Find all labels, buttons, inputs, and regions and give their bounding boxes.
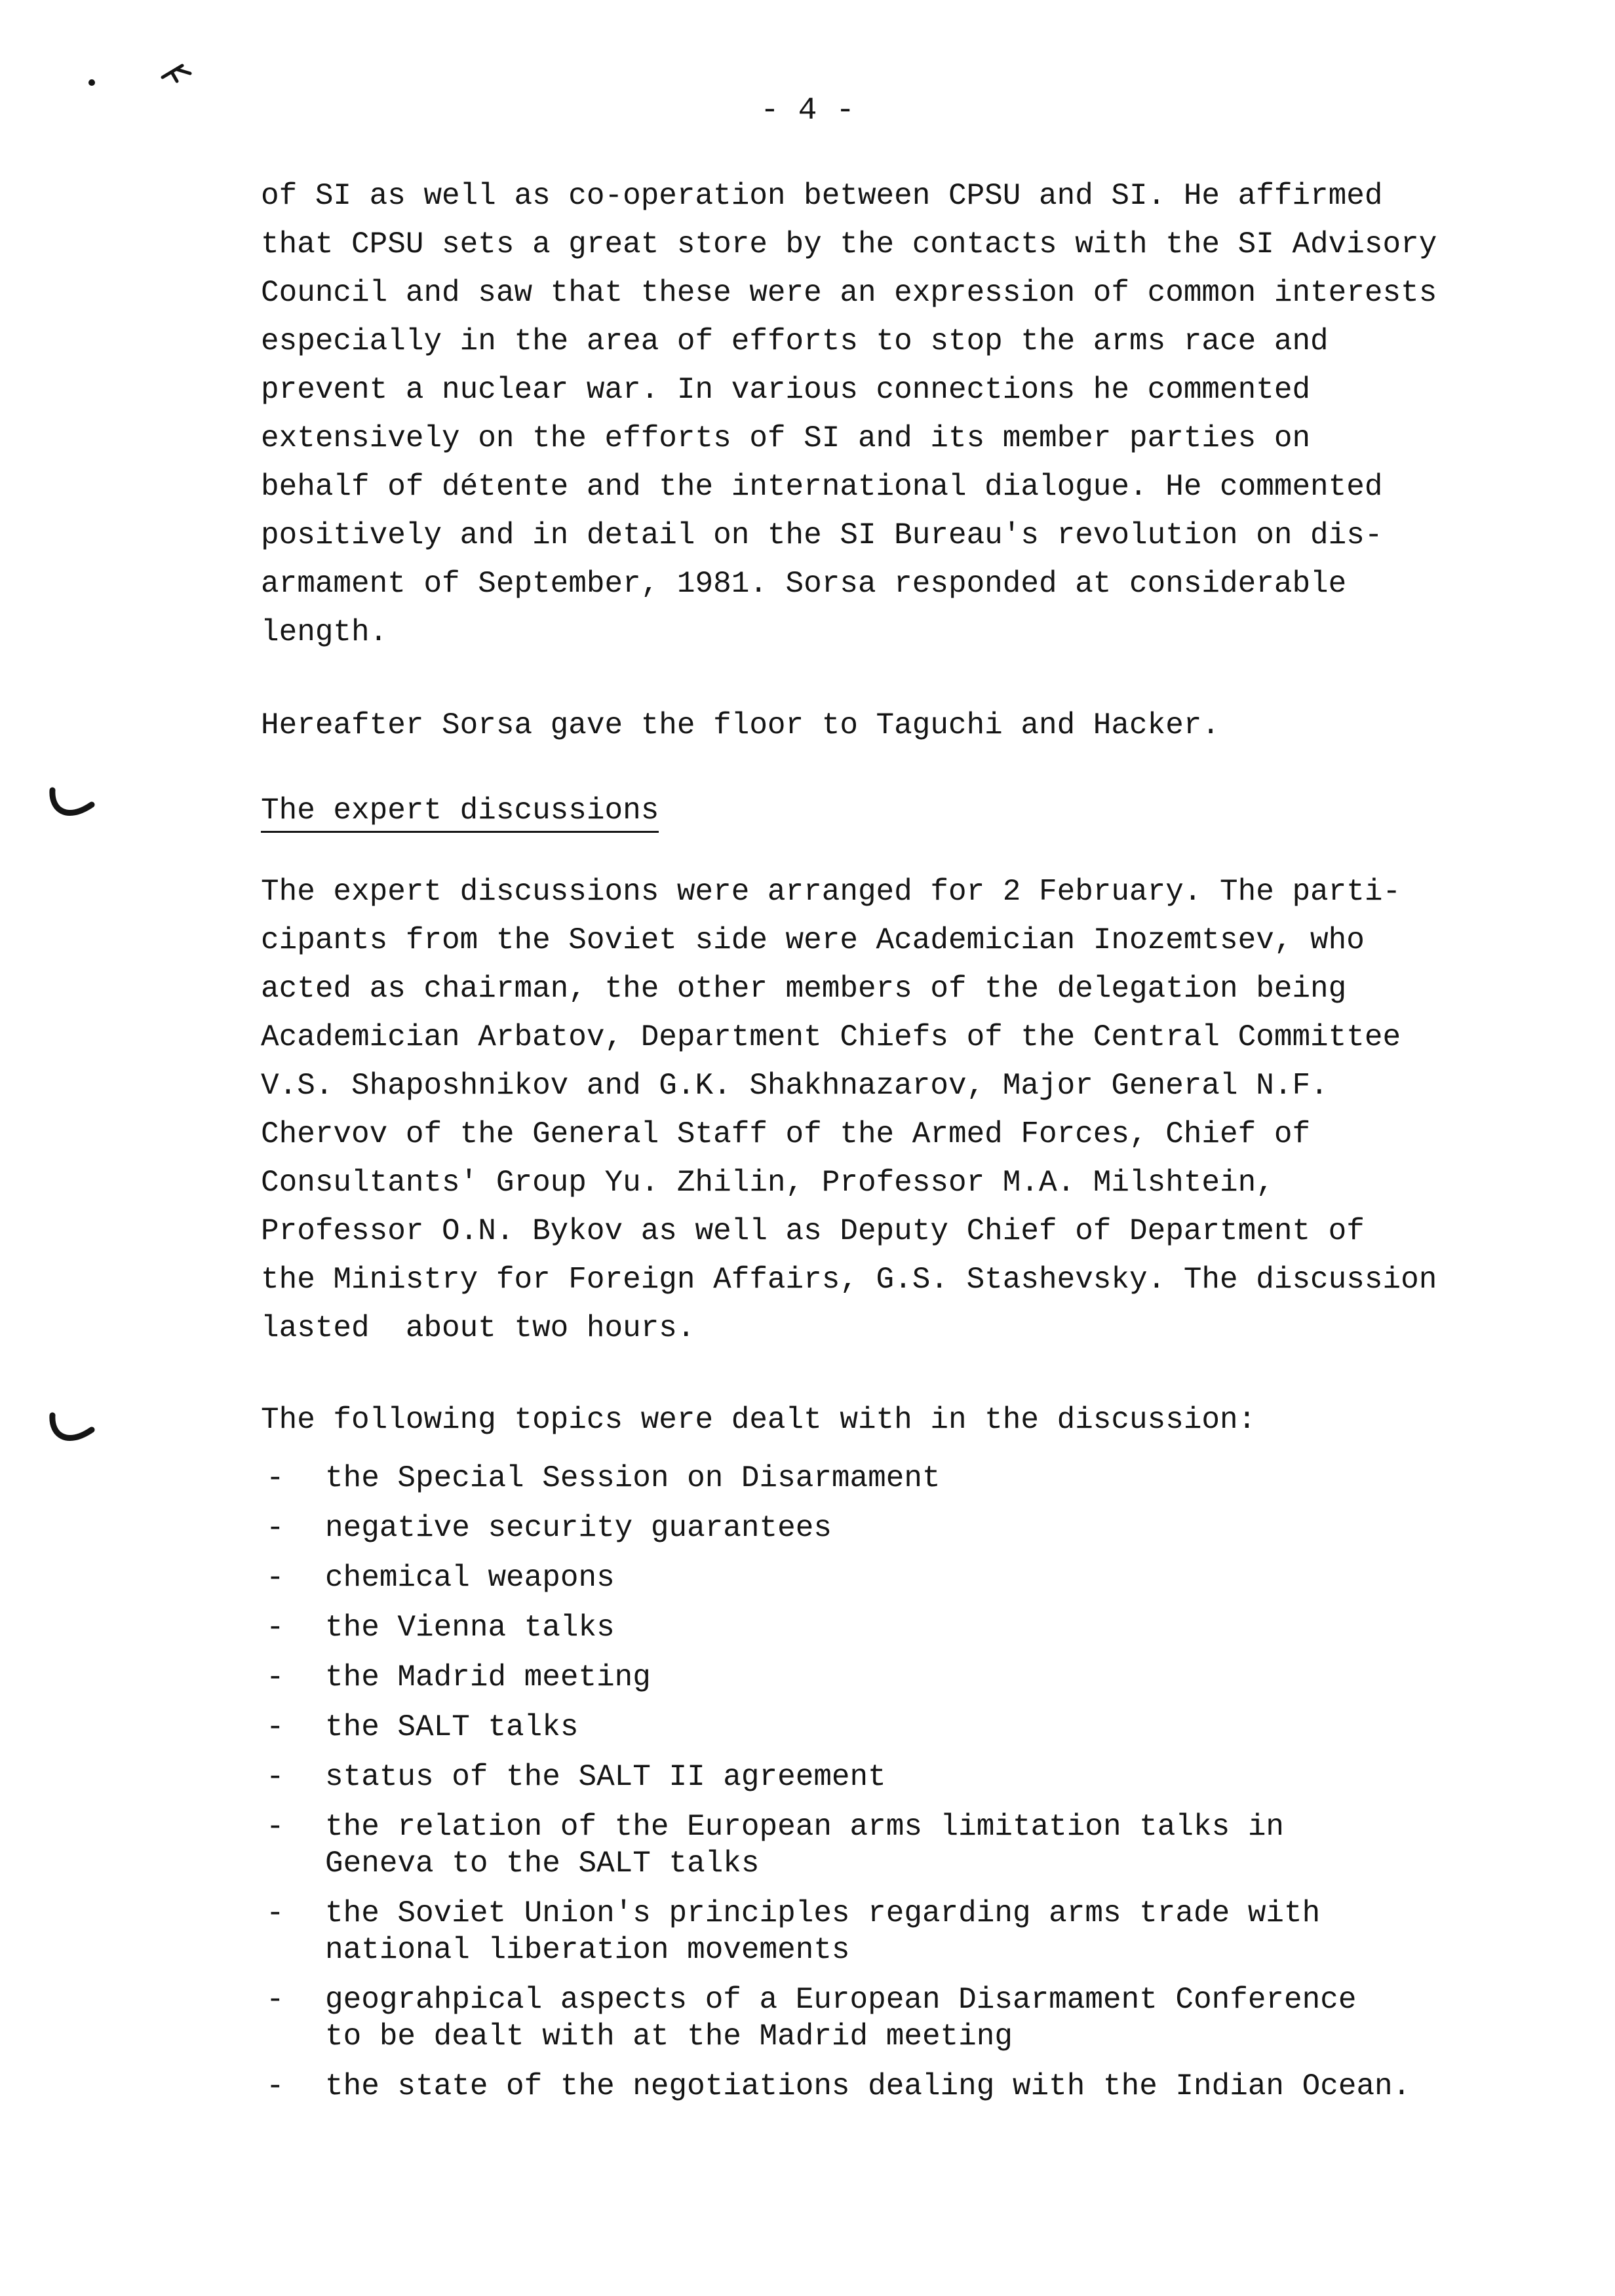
bullet-dash: -	[266, 1511, 284, 1545]
text-line: that CPSU sets a great store by the contacts with the SI Advisory	[261, 227, 1437, 261]
list-item-text: the relation of the European arms limitation talks in	[325, 1810, 1285, 1844]
list-item	[261, 1808, 1559, 1882]
paragraph-topics-intro	[261, 1396, 1256, 1444]
ink-dot	[88, 79, 95, 86]
text-line: especially in the area of efforts to stop the arms race and	[261, 324, 1329, 358]
text-line: The following topics were dealt with in the discussion:	[261, 1403, 1256, 1437]
bullet-dash: -	[266, 1710, 284, 1744]
text-line: positively and in detail on the SI Bureau's revolution on dis-	[261, 518, 1383, 552]
list-item	[261, 1609, 1559, 1646]
corner-pen-mark	[79, 54, 210, 93]
bullet-dash: -	[266, 1611, 284, 1645]
text-line: armament of September, 1981. Sorsa responded at considerable	[261, 567, 1347, 601]
list-item	[261, 2068, 1559, 2105]
bullet-dash: -	[266, 1461, 284, 1495]
text-line: prevent a nuclear war. In various connections he commented	[261, 373, 1311, 407]
list-item	[261, 1659, 1559, 1696]
list-item-text: to be dealt with at the Madrid meeting	[325, 2019, 1013, 2054]
list-item-text: the Soviet Union's principles regarding arms trade with	[325, 1896, 1321, 1930]
text-line: Chervov of the General Staff of the Armed Forces, Chief of	[261, 1117, 1311, 1151]
paragraph-intro	[261, 172, 1437, 657]
paragraph-expert	[261, 868, 1437, 1352]
list-item-text: the Vienna talks	[325, 1611, 615, 1645]
text-line: extensively on the efforts of SI and its member parties on	[261, 421, 1311, 455]
bullet-dash: -	[266, 1810, 284, 1844]
topic-list	[261, 1460, 1559, 2118]
bullet-dash: -	[266, 1760, 284, 1794]
text-line: acted as chairman, the other members of the delegation being	[261, 972, 1347, 1006]
list-item	[261, 1559, 1559, 1596]
text-line: The expert discussions were arranged for 2 February. The parti-	[261, 875, 1401, 909]
text-line: Hereafter Sorsa gave the floor to Taguchi and Hacker.	[261, 708, 1220, 742]
text-line: Academician Arbatov, Department Chiefs of the Central Committee	[261, 1020, 1401, 1054]
list-item-text: chemical weapons	[325, 1561, 615, 1595]
bullet-dash: -	[266, 1983, 284, 2017]
text-line: V.S. Shaposhnikov and G.K. Shakhnazarov, Major General N.F.	[261, 1069, 1329, 1103]
bullet-dash: -	[266, 2069, 284, 2103]
text-line: Council and saw that these were an expression of common interests	[261, 276, 1437, 310]
page-number: - 4 -	[760, 93, 855, 128]
list-item	[261, 1759, 1559, 1795]
list-item-text: geograhpical aspects of a European Disarmament Conference	[325, 1983, 1357, 2017]
list-item	[261, 1510, 1559, 1546]
text-line: of SI as well as co-operation between CPSU and SI. He affirmed	[261, 179, 1383, 213]
list-item	[261, 1895, 1559, 1968]
text-line: Professor O.N. Bykov as well as Deputy Chief of Department of	[261, 1214, 1365, 1248]
paragraph-hereafter	[261, 701, 1220, 750]
tick-mark	[163, 66, 190, 81]
text-line: the Ministry for Foreign Affairs, G.S. Stashevsky. The discussion	[261, 1263, 1437, 1297]
text-line: Consultants' Group Yu. Zhilin, Professor M.A. Milshtein,	[261, 1166, 1274, 1200]
list-item	[261, 1709, 1559, 1746]
list-item-text: negative security guarantees	[325, 1511, 832, 1545]
bullet-dash: -	[266, 1660, 284, 1694]
text-line: length.	[261, 615, 388, 649]
bullet-dash: -	[266, 1561, 284, 1595]
text-line: behalf of détente and the international dialogue. He commented	[261, 470, 1383, 504]
list-item-text: the state of the negotiations dealing with the Indian Ocean.	[325, 2069, 1411, 2103]
list-item-text: national liberation movements	[325, 1933, 850, 1967]
bullet-dash: -	[266, 1896, 284, 1930]
check-mark	[47, 1409, 100, 1455]
list-item-text: the SALT talks	[325, 1710, 579, 1744]
list-item-text: the Special Session on Disarmament	[325, 1461, 941, 1495]
list-item-text: the Madrid meeting	[325, 1660, 651, 1694]
list-item-text: Geneva to the SALT talks	[325, 1846, 760, 1881]
check-mark	[47, 784, 100, 830]
list-item	[261, 1460, 1559, 1497]
text-line: cipants from the Soviet side were Academician Inozemtsev, who	[261, 923, 1365, 957]
list-item	[261, 1981, 1559, 2055]
text-line: lasted about two hours.	[261, 1311, 695, 1345]
section-heading: The expert discussions	[261, 792, 659, 833]
list-item-text: status of the SALT II agreement	[325, 1760, 886, 1794]
